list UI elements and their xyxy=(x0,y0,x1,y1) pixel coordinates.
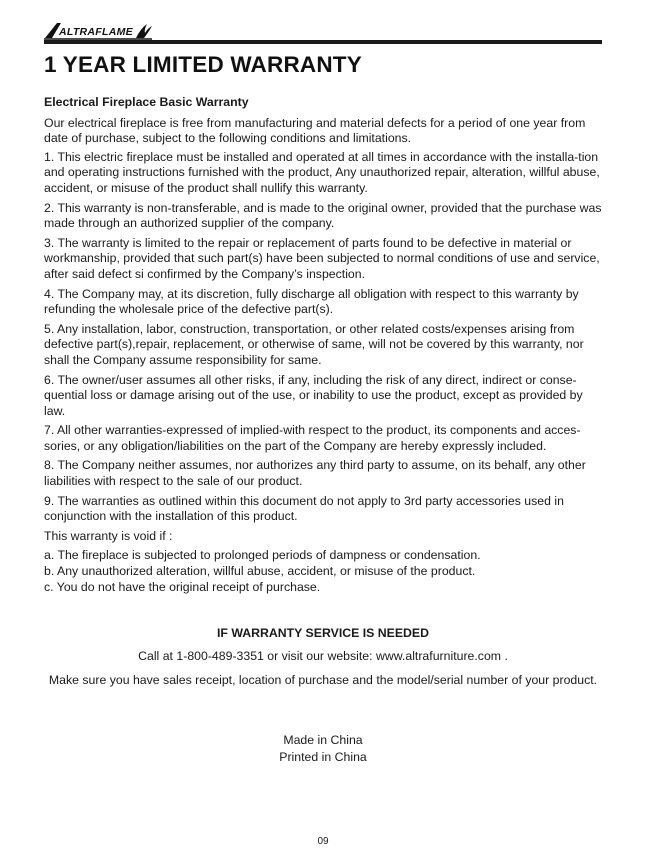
void-item-c: c. You do not have the original receipt of purchase. xyxy=(44,579,321,594)
warranty-condition-5: 5. Any installation, labor, construction, transportation, or other related costs/expenses arising from defective part(s),repair, replacement, or otherwise of same, will not be covered by this warranty, nor shall the Company assume responsibility for same. xyxy=(44,321,584,367)
logo-wordmark: ALTRAFLAME xyxy=(59,26,133,38)
service-contact: Call at 1-800-489-3351 or visit our website: www.altrafurniture.com . xyxy=(138,649,508,663)
warranty-condition-4: 4. The Company may, at its discretion, fully discharge all obligation with respect to this warranty by refunding the wholesale price of the defective part(s). xyxy=(44,286,579,317)
warranty-condition-2: 2. This warranty is non-transferable, and is made to the original owner, provided that the purchase was made through an authorized supplier of the company. xyxy=(44,200,602,231)
warranty-condition-7: 7. All other warranties-expressed of implied-with respect to the product, its components and acces-sories, or any obligation/liabilities on the part of the Company are hereby expressly included. xyxy=(44,423,581,453)
page-title: 1 YEAR LIMITED WARRANTY xyxy=(44,52,362,77)
section-subheading: Electrical Fireplace Basic Warranty xyxy=(44,95,249,109)
service-note: Make sure you have sales receipt, location of purchase and the model/serial number of your product. xyxy=(48,673,598,687)
warranty-body xyxy=(44,95,604,595)
printed-in-label: Printed in China xyxy=(279,750,367,764)
void-intro: This warranty is void if : xyxy=(44,528,173,543)
brand-logo xyxy=(44,20,154,40)
void-item-a: a. The fireplace is subjected to prolonged periods of dampness or condensation. xyxy=(44,548,481,563)
warranty-condition-3: 3. The warranty is limited to the repair or replacement of parts found to be defective in material or workmanship, provided that such part(s) have been subjected to normal conditions of use and service, after said defect si confirmed by the Company’s inspection. xyxy=(44,235,600,281)
page-number: 09 xyxy=(317,836,329,847)
void-item-b: b. Any unauthorized alteration, willful abuse, accident, or misuse of the product. xyxy=(44,564,476,579)
warranty-condition-8: 8. The Company neither assumes, nor authorizes any third party to assume, on its behalf, any other liabilities with respect to the sale of our product. xyxy=(44,458,586,489)
warranty-condition-9: 9. The warranties as outlined within this document do not apply to 3rd party accessories used in conjunction with the installation of this product. xyxy=(44,493,564,524)
warranty-condition-6: 6. The owner/user assumes all other risks, if any, including the risk of any direct, indirect or conse-quential loss or damage arising out of the use, or inability to use the product, except as provided by law. xyxy=(44,372,583,418)
service-heading: IF WARRANTY SERVICE IS NEEDED xyxy=(216,626,430,640)
header-rule xyxy=(44,40,602,44)
made-in-label: Made in China xyxy=(283,733,363,747)
intro-paragraph: Our electrical fireplace is free from manufacturing and material defects for a period of one year from date of purchase, subject to the following conditions and limitations. xyxy=(44,115,586,146)
warranty-condition-1: 1. This electric fireplace must be installed and operated at all times in accordance with the installa-tion and operating instructions furnished with the product, Any unauthorized repair, alteration, willful abuse, accident, or misuse of the product shall nullify this warranty. xyxy=(44,149,600,195)
